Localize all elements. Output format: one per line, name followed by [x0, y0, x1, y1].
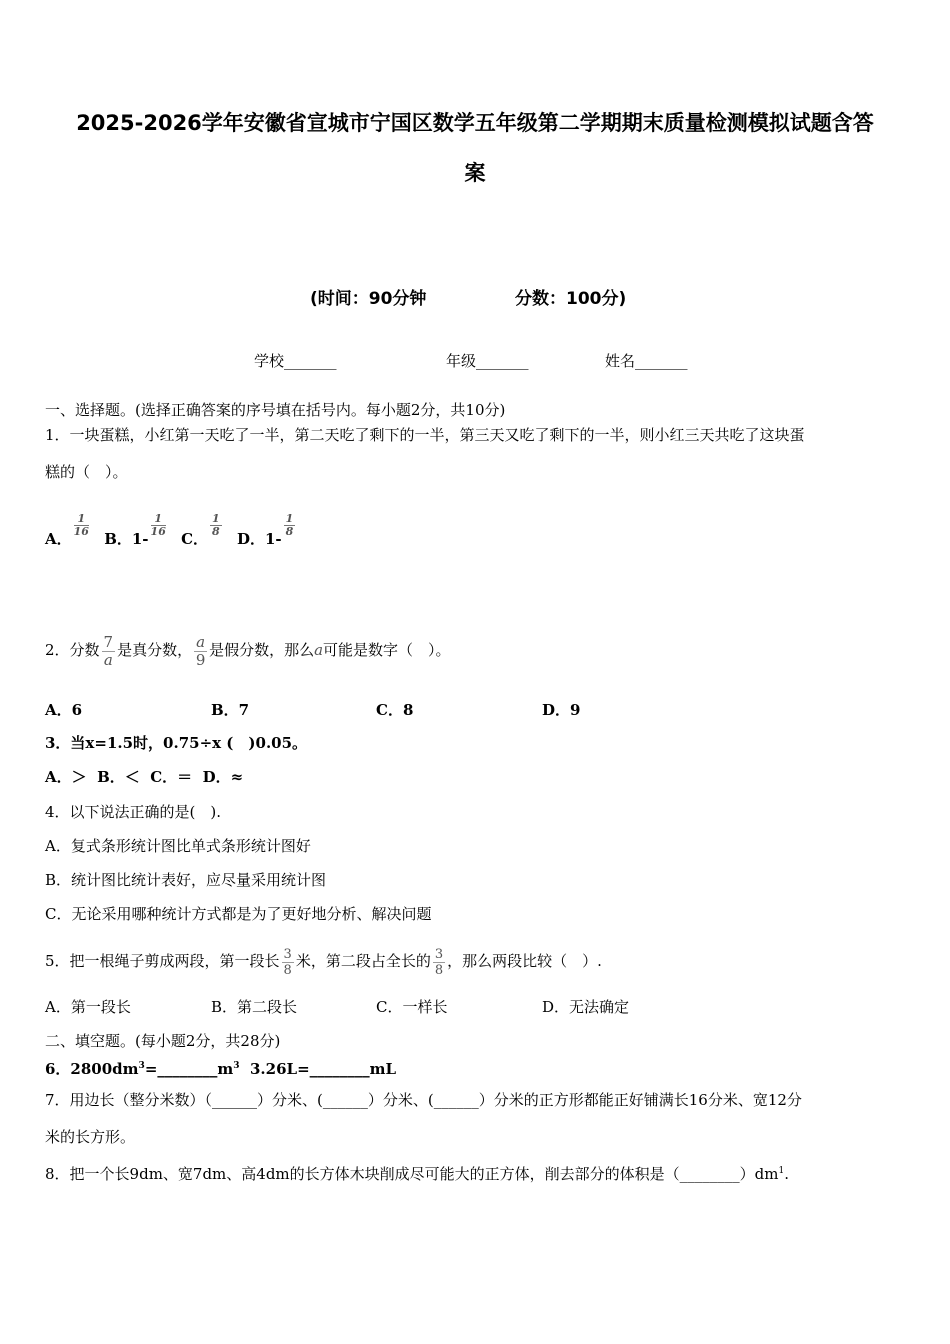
q1-option-a: A． $\frac{1}{16}$: [45, 512, 89, 548]
q7-text-cont: 米的长方形。: [45, 1128, 136, 1146]
name-field: 姓名_______: [605, 352, 688, 370]
q4-option-c: C．无论采用哪种统计方式都是为了更好地分析、解决问题: [45, 905, 432, 923]
q5-option-c: C．一样长: [376, 998, 448, 1016]
title-cont: 案: [464, 161, 486, 185]
section-2-heading: 二、填空题。(每小题2分，共28分): [45, 1032, 281, 1050]
section-1-heading: 一、选择题。(选择正确答案的序号填在括号内。每小题2分，共10分): [45, 401, 506, 419]
q3-text: 3．当x=1.5时，0.75÷x ( )0.05。: [45, 734, 308, 752]
grade-field: 年级_______: [446, 352, 529, 370]
q8-text: 8．把一个长9dm、宽7dm、高4dm的长方体木块削成尽可能大的正方体，削去部分的体积是$(\_\_\_\_\_\_\_\_)dm^1$.: [45, 1165, 789, 1183]
q1-option-c: C． $\frac{1}{8}$: [181, 512, 220, 548]
title: 2025-2026学年安徽省宣城市宁国区数学五年级第二学期期末质量检测模拟试题含答: [76, 111, 874, 135]
q4-option-a: A．复式条形统计图比单式条形统计图好: [45, 837, 311, 855]
q3-options: A．＞ B．＜ C．＝ D．≈: [45, 768, 244, 786]
q2-option-a: A．6: [45, 701, 83, 719]
q5-option-a: A．第一段长: [45, 998, 131, 1016]
q1-option-b: B．1- $\frac{1}{16}$: [104, 512, 166, 548]
q5-option-d: D．无法确定: [542, 998, 630, 1016]
q1-options: [45, 512, 297, 552]
q1-text-cont: 糕的（ ）。: [45, 463, 128, 481]
q2-option-d: D．9: [542, 701, 581, 719]
school-field: 学校_______: [254, 352, 337, 370]
q2-option-c: C．8: [376, 701, 414, 719]
exam-score: 分数：100分): [515, 289, 627, 309]
q4-text: 4．以下说法正确的是( ).: [45, 803, 222, 821]
q1-text: 1．一块蛋糕，小红第一天吃了一半，第二天吃了剩下的一半，第三天又吃了剩下的一半，则小红三天共吃了这块蛋: [45, 426, 805, 444]
q4-option-b: B．统计图比统计表好，应尽量采用统计图: [45, 871, 327, 889]
q6-text: 6．$2800dm^3=\_\_\_\_\_\_\_\_m^3$ 3.26L=________mL: [45, 1060, 397, 1078]
q2-option-b: B．7: [211, 701, 250, 719]
q5-text: 5．把一根绳子剪成两段，第一段长 $\frac{3}{8}$ 米，第二段占全长的 $\frac{3}{8}$ ，那么两段比较（ ）.: [45, 946, 602, 978]
q1-option-d: D．1- $\frac{1}{8}$: [236, 512, 294, 548]
q2-text: 2．分数 $\frac{7}{a}$ 是真分数， $\frac{a}{9}$ 是假分数，那么a可能是数字（ ）。: [45, 632, 451, 669]
q5-option-b: B．第二段长: [211, 998, 298, 1016]
q7-text: 7．用边长（整分米数）（______）分米、(______）分米、(______）分米的正方形都能正好铺满长16分米、宽12分: [45, 1091, 802, 1109]
exam-time: (时间：90分钟: [310, 289, 427, 309]
